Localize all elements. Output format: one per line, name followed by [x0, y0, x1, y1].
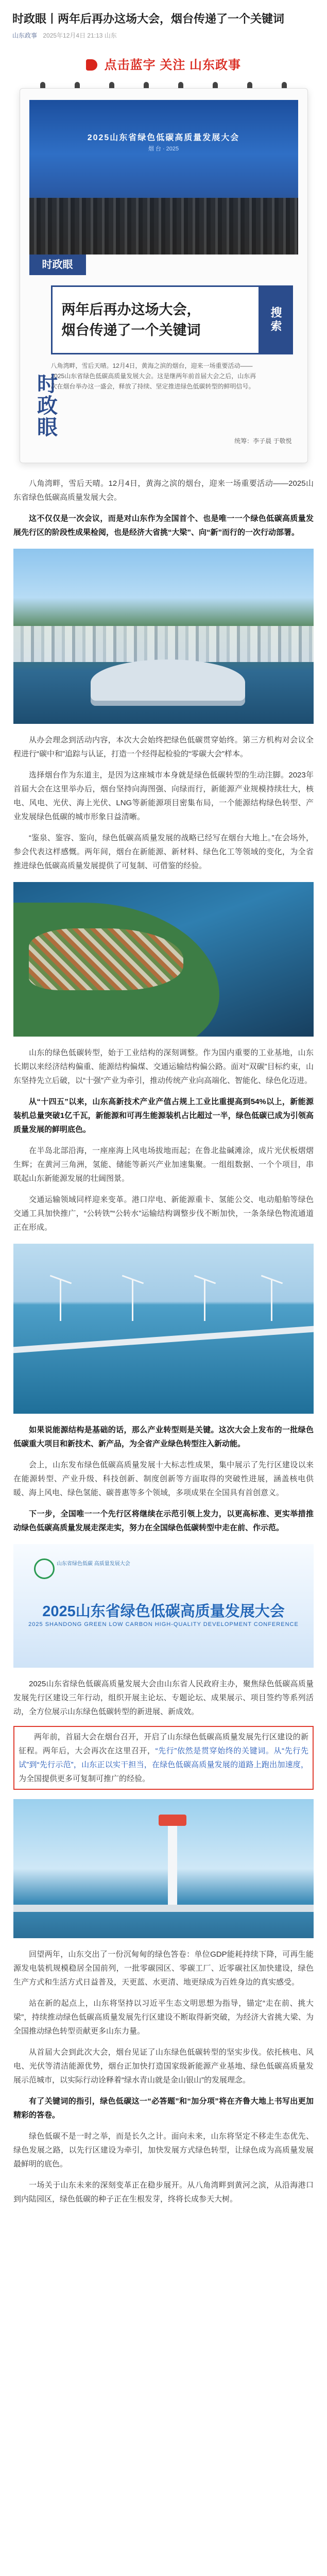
paragraph-bold: 这不仅仅是一次会议，而是对山东作为全国首个、也是唯一一个绿色低碳高质量发展先行区的阶段性成果检阅，也是经济大省挑“大梁”、向“新”而行的一次行动部署。	[13, 514, 314, 537]
bridge-deck-shape	[13, 1326, 314, 1353]
wind-turbine-icon	[271, 1280, 272, 1321]
conference-hall-photo	[29, 100, 298, 255]
wind-turbine-icon	[132, 1280, 133, 1321]
conference-title-en: 2025 SHANDONG GREEN LOW CARBON HIGH-QUALITY DEVELOPMENT CONFERENCE	[28, 1621, 299, 1628]
cover-headline	[51, 285, 260, 354]
city-aerial-photo	[13, 549, 314, 724]
tower-top-shape	[159, 1815, 186, 1826]
paragraph: 2025山东省绿色低碳高质量发展大会由山东省人民政府主办，聚焦绿色低碳高质量发展先行区建设三年行动，组织开展主论坛、专题论坛、成果展示、项目签约等系列活动，全方位展示山东绿色低碳转型的新进展、新成效。	[13, 1680, 314, 1716]
paragraph: 一场关于山东未来的深刻变革正在稳步展开。从八角湾畔到黄河之滨，从沿海港口到内陆园区，绿色低碳的种子正在生根发芽，终将长成参天大树。	[13, 2181, 314, 2204]
paragraph: 选择烟台作为东道主，是因为这座城市本身就是绿色低碳转型的生动注脚。2023年首届大会在这里举办后，烟台坚持向海图强、向绿而行，新能源产业规模持续壮大，核电、风电、光伏、海上光伏、LNG等新能源项目密集布局，一个能源结构绿色转型、产业发展绿色低碳的城市形象日益清晰。	[13, 771, 314, 821]
paragraph: 绿色低碳不是一时之举，而是长久之计。面向未来，山东将坚定不移走生态优先、绿色发展之路，以先行区建设为牵引，加快发展方式绿色转型，让绿色成为高质量发展最鲜明的底色。	[13, 2132, 314, 2168]
cover-card	[20, 82, 308, 463]
cover-headline-line-2: 烟台传递了一个关键词	[61, 323, 201, 338]
banner-lead: 点击蓝字	[104, 58, 156, 72]
cover-paper	[20, 88, 308, 463]
paragraph: 站在新的起点上，山东将坚持以习近平生态文明思想为指导，锚定“走在前、挑大梁”，持续推动绿色低碳高质量发展先行区建设不断取得新突破，为经济大省挑大梁、为全国推动绿色转型贡献更多山东力量。	[13, 1999, 314, 2036]
highlight-after: 为全国提供更多可复制可推广的经验。	[19, 1774, 150, 1783]
pointing-hand-icon	[86, 59, 97, 71]
highlight-paragraph	[14, 1730, 313, 1786]
conference-banner-image	[13, 1544, 314, 1668]
cover-summary: 八角湾畔，雪后天晴。12月4日，黄海之滨的烟台，迎来一场重要活动——2025山东省绿色低碳高质量发展大会。这是继两年前首届大会之后，山东再次在烟台举办这一盛会，释放了持续、坚定推进绿色低碳转型的鲜明信号。	[50, 362, 256, 390]
conference-logo-text: 山东省绿色低碳 高质量发展大会	[57, 1561, 130, 1567]
skyline-shape	[13, 626, 314, 662]
paragraph-bold: 有了关键词的指引，绿色低碳这一“必答题”和“加分项”将在齐鲁大地上书写出更加精彩的答卷。	[13, 2097, 314, 2120]
pier-shape	[13, 1905, 314, 1912]
town-roofs-shape	[29, 928, 183, 990]
paragraph: 回望两年，山东交出了一份沉甸甸的绿色答卷：单位GDP能耗持续下降，可再生能源发电装机规模稳居全国前列，一批零碳园区、零碳工厂、近零碳社区加快建设，绿色生产方式和生活方式日益普及，天更蓝、水更清、地更绿成为百姓身边的真实感受。	[13, 1950, 314, 1987]
article-meta	[0, 30, 327, 41]
tower-pillar-shape	[168, 1820, 177, 1907]
paragraph-bold: 下一步，全国唯一一个先行区将继续在示范引领上发力，以更高标准、更实举措推动绿色低碳高质量发展走深走实，努力在全国绿色低碳转型中走在前、作示范。	[13, 1510, 314, 1532]
column-name-watermark: 时政眼	[34, 373, 57, 438]
paragraph: 在半岛北部沿海，一座座海上风电场拔地而起；在鲁北盐碱滩涂，成片光伏板熠熠生辉；在黄河三角洲，氢能、储能等新兴产业加速集聚。一组组数据、一个个项目，串联起山东新能源发展的壮阔图景。	[13, 1146, 314, 1183]
banner-brand: 山东政事	[190, 58, 241, 72]
paragraph: 交通运输领域同样迎来变革。港口岸电、新能源重卡、氢能公交、电动船舶等绿色交通工具加快推广，“公转铁”“公转水”运输结构调整步伐不断加快，一条条绿色物流通道正在形成。	[13, 1195, 314, 1232]
coastal-town-photo	[13, 882, 314, 1037]
column-tab: 时政眼	[29, 255, 86, 275]
wind-turbine-icon	[60, 1280, 61, 1321]
wind-turbine-icon	[204, 1280, 205, 1321]
highlight-before: 两年前，首届大会在烟台召开，开启了山东绿色低碳高质量发展先行区建设的新征程。两年后，大会再次在这里召开，	[19, 1733, 308, 1755]
follow-banner[interactable]	[0, 41, 327, 82]
offshore-wind-bridge-photo	[13, 1244, 314, 1414]
conference-logo-icon	[34, 1558, 55, 1579]
paragraph: 从办会理念到活动内容，本次大会始终把绿色低碳贯穿始终。第三方机构对会议全程进行“碳中和”追踪与认证，打造一个经得起检验的“零碳大会”样本。	[13, 736, 314, 758]
conference-title: 2025山东省绿色低碳高质量发展大会	[42, 1603, 285, 1620]
banner-follow: 关注	[160, 58, 186, 72]
article-title: 时政眼丨两年后再办这场大会，烟台传递了一个关键词	[12, 12, 285, 25]
dome-building-shape	[91, 659, 245, 706]
paragraph: 从首届大会到此次大会，烟台见证了山东绿色低碳转型的坚实步伐。依托核电、风电、光伏等清洁能源优势，烟台正加快打造国家级新能源产业基地、绿色低碳高质量发展示范城市，以实际行动诠释着“绿水青山就是金山银山”的发展理念。	[13, 2048, 314, 2084]
highlighted-quote-box	[13, 1726, 314, 1790]
stage-text: 2025山东省绿色低碳高质量发展大会	[87, 133, 240, 142]
paragraph: 山东的绿色低碳转型，始于工业结构的深刻调整。作为国内重要的工业基地，山东长期以来经济结构偏重、能源结构偏煤、交通运输结构偏公路。面对“双碳”目标约束，山东坚持先立后破，以“十强”产业为牵引，推动传统产业向高端化、智能化、绿色化迈进。	[13, 1048, 314, 1085]
paragraph: “鉴泉、鉴容、鉴向，绿色低碳高质量发展的战略已经写在烟台大地上。”在会场外，参会代表这样感慨。两年间，烟台在新能源、新材料、绿色化工等领域的变化，为全省推进绿色低碳高质量发展提供了可复制、可借鉴的经验。	[13, 834, 314, 870]
paragraph: 八角湾畔，雪后天晴。12月4日，黄海之滨的烟台，迎来一场重要活动——2025山东省绿色低碳高质量发展大会。	[13, 479, 314, 502]
audience-silhouette	[29, 198, 298, 255]
stage-subtext: 烟 台 · 2025	[148, 146, 179, 152]
paragraph: 会上，山东发布绿色低碳高质量发展十大标志性成果，集中展示了先行区建设以来在能源转型、产业升级、科技创新、制度创新等方面取得的突破性进展，涵盖核电供暖、海上风电、绿色氢能、碳普惠等多个领域，多项成果在全国具有首创意义。	[13, 1461, 314, 1497]
publish-time: 2025年12月4日 21:13 山东	[43, 32, 117, 39]
paragraph-bold: 从“十四五”以来，山东高新技术产业产值占规上工业比重提高到54%以上，新能源装机总量突破1亿千瓦，新能源和可再生能源装机占比超过一半，绿色低碳已成为引领高质量发展的鲜明底色。	[13, 1097, 314, 1134]
highlight-emphasis: “先行”依然是贯穿始终的关键词。从“先行先试”到“先行示范”，山东正以实干担当，在绿色低碳高质量发展的道路上跑出加速度，	[19, 1747, 308, 1769]
paragraph-bold: 如果说能源结构是基础的话，那么产业转型则是关键。这次大会上发布的一批绿色低碳重大项目和新技术、新产品，为全省产业绿色转型注入新动能。	[13, 1426, 314, 1448]
search-button: 搜索	[259, 285, 293, 354]
cover-credits: 统筹：李子晨 于敬悦	[234, 437, 292, 445]
account-name-link[interactable]: 山东政事	[12, 32, 38, 39]
cover-headline-line-1: 两年后再办这场大会，	[61, 302, 201, 317]
seaside-tower-photo	[13, 1799, 314, 1938]
